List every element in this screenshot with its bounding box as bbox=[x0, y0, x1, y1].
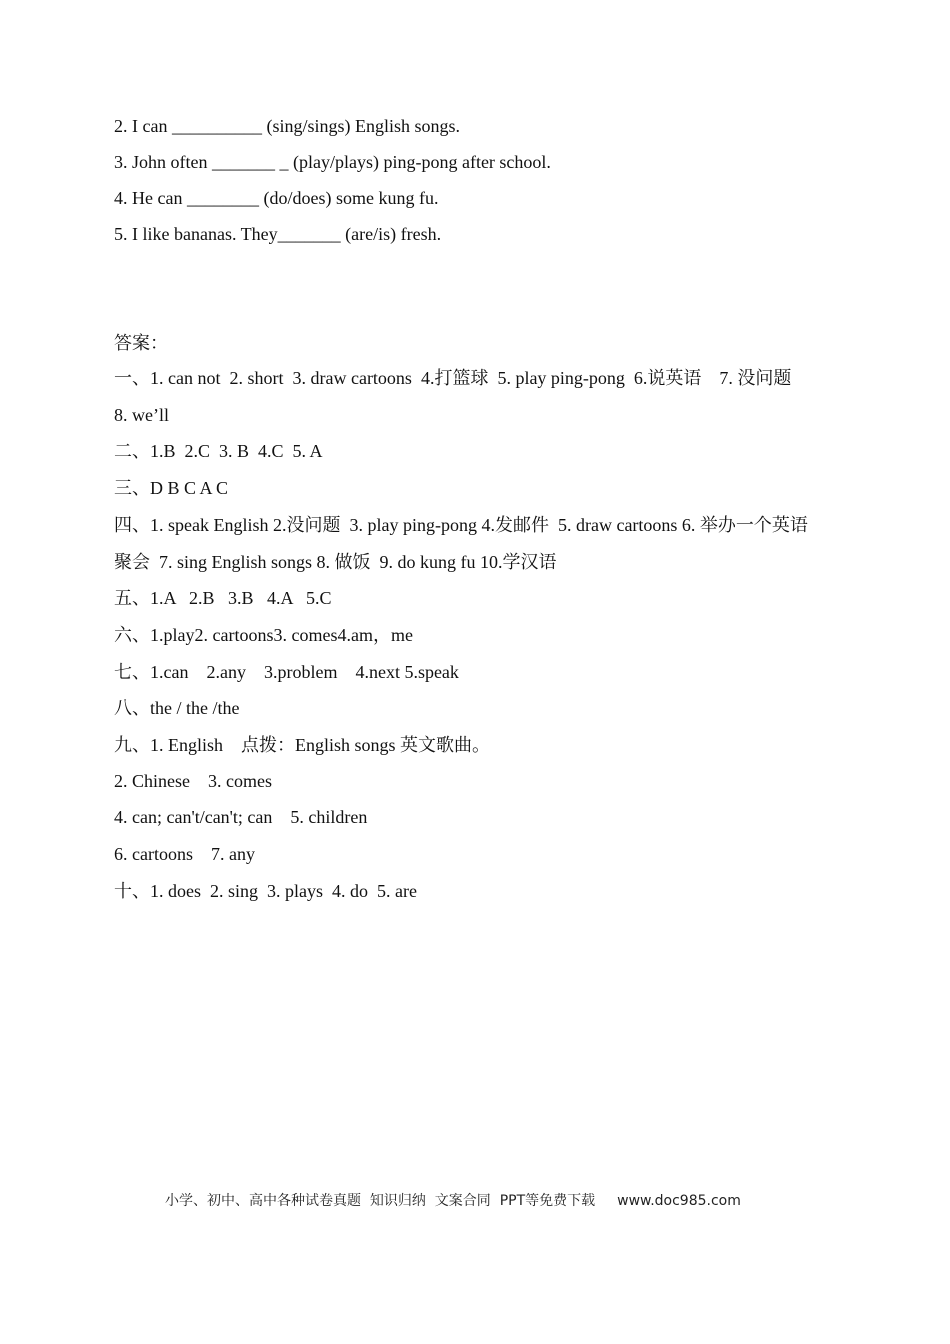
answer-line: 二、1.B 2.C 3. B 4.C 5. A bbox=[114, 441, 323, 461]
page-footer bbox=[165, 1191, 741, 1211]
answer-line: 十、1. does 2. sing 3. plays 4. do 5. are bbox=[114, 881, 417, 901]
answer-line: 九、1. English 点拨：English songs 英文歌曲。 bbox=[114, 735, 491, 755]
answer-line: 一、1. can not 2. short 3. draw cartoons 4.打篮球 5. play ping-pong 6.说英语 7. 没问题 bbox=[114, 368, 792, 388]
footer-url[interactable]: www.doc985.com bbox=[617, 1193, 741, 1209]
question-line-4: 4. He can ________ (do/does) some kung fu. bbox=[114, 188, 439, 208]
answer-line: 三、D B C A C bbox=[114, 478, 229, 498]
answer-line: 八、the / the /the bbox=[114, 698, 240, 718]
answer-line: 四、1. speak English 2.没问题 3. play ping-pong 4.发邮件 5. draw cartoons 6. 举办一个英语 bbox=[114, 515, 808, 535]
answer-line: 五、1.A 2.B 3.B 4.A 5.C bbox=[114, 588, 332, 608]
answer-line: 4. can; can't/can't; can 5. children bbox=[114, 807, 368, 827]
question-line-5: 5. I like bananas. They_______ (are/is) fresh. bbox=[114, 224, 442, 244]
answer-line: 2. Chinese 3. comes bbox=[114, 771, 272, 791]
question-line-3: 3. John often _______ _ (play/plays) ping-pong after school. bbox=[114, 152, 551, 172]
answer-line: 6. cartoons 7. any bbox=[114, 844, 255, 864]
answers-heading: 答案： bbox=[114, 333, 168, 353]
question-line-2: 2. I can __________ (sing/sings) English songs. bbox=[114, 116, 460, 136]
answer-line: 七、1.can 2.any 3.problem 4.next 5.speak bbox=[114, 662, 459, 682]
answer-line: 六、1.play2. cartoons3. comes4.am，me bbox=[114, 625, 413, 645]
answer-line: 聚会 7. sing English songs 8. 做饭 9. do kung fu 10.学汉语 bbox=[114, 552, 557, 572]
answer-line: 8. we’ll bbox=[114, 405, 169, 425]
footer-text: 小学、初中、高中各种试卷真题 知识归纳 文案合同 PPT等免费下载 bbox=[165, 1193, 596, 1209]
